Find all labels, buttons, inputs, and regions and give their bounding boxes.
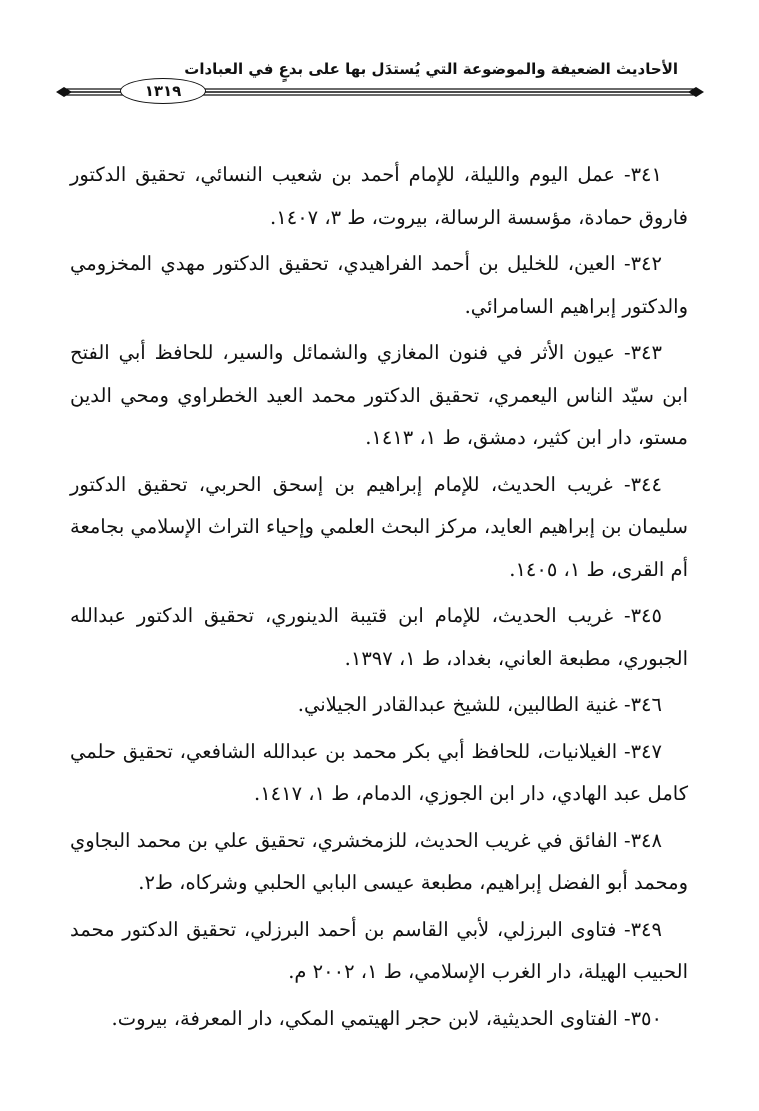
entry-number: ٣٤٩	[630, 917, 662, 941]
entry-number: ٣٤١	[630, 163, 662, 186]
list-item: ٣٤١- عمل اليوم والليلة، للإمام أحمد بن شعيب النسائي، تحقيق الدكتور فاروق حمادة، مؤسسة الرسالة، بيروت، ط ٣، ١٤٠٧.	[70, 163, 688, 229]
header-title: الأحاديث الضعيفة والموضوعة التي يُستدَل بها على بدعٍ في العبادات	[184, 60, 678, 78]
entry-text: الفائق في غريب الحديث، للزمخشري، تحقيق علي بن محمد البجاوي ومحمد أبو الفضل إبراهيم، مطبعة عيسى البابي الحلبي وشركاه، ط٢.	[70, 828, 688, 894]
list-item: ٣٤٢- العين، للخليل بن أحمد الفراهيدي، تحقيق الدكتور مهدي المخزومي والدكتور إبراهيم السامرائي.	[70, 252, 688, 318]
list-item: ٣٤٩- فتاوى البرزلي، لأبي القاسم بن أحمد البرزلي، تحقيق الدكتور محمد الحبيب الهيلة، دار الغرب الإسلامي، ط ١، ٢٠٠٢ م.	[70, 917, 688, 983]
entry-number: ٣٤٦	[630, 693, 662, 716]
list-item: ٣٤٣- عيون الأثر في فنون المغازي والشمائل والسير، للحافظ أبي الفتح ابن سيّد الناس اليعمري، تحقيق الدكتور محمد العيد الخطراوي ومحي الدين مستو، دار ابن كثير، دمشق، ط ١، ١٤١٣.	[70, 341, 688, 449]
entry-text: غريب الحديث، للإمام ابن قتيبة الدينوري، تحقيق الدكتور عبدالله الجبوري، مطبعة العاني، بغداد، ط ١، ١٣٩٧.	[70, 604, 688, 670]
entry-number: ٣٤٣	[630, 341, 662, 364]
page-number: ١٣١٩	[120, 78, 206, 104]
entry-text: الفتاوى الحديثية، لابن حجر الهيتمي المكي، دار المعرفة، بيروت.	[111, 1006, 618, 1030]
entry-text: غنية الطالبين، للشيخ عبدالقادر الجيلاني.	[297, 693, 618, 716]
entry-number: ٣٤٥	[630, 604, 662, 627]
list-item: ٣٤٥- غريب الحديث، للإمام ابن قتيبة الدينوري، تحقيق الدكتور عبدالله الجبوري، مطبعة العاني، بغداد، ط ١، ١٣٩٧.	[70, 604, 688, 670]
bibliography-list	[70, 154, 688, 1044]
entry-text: عيون الأثر في فنون المغازي والشمائل والسير، للحافظ أبي الفتح ابن سيّد الناس اليعمري، تحقيق الدكتور محمد العيد الخطراوي ومحي الدين مستو، دار ابن كثير، دمشق، ط ١، ١٤١٣.	[70, 341, 688, 449]
list-item: ٣٤٤- غريب الحديث، للإمام إبراهيم بن إسحق الحربي، تحقيق الدكتور سليمان بن إبراهيم العايد، مركز البحث العلمي وإحياء التراث الإسلامي بجامعة أم القرى، ط ١، ١٤٠٥.	[70, 472, 688, 581]
entry-text: الغيلانيات، للحافظ أبي بكر محمد بن عبدالله الشافعي، تحقيق حلمي كامل عبد الهادي، دار ابن الجوزي، الدمام، ط ١، ١٤١٧.	[70, 739, 688, 805]
entry-number: ٣٤٨	[630, 828, 662, 852]
list-item: ٣٤٦- غنية الطالبين، للشيخ عبدالقادر الجيلاني.	[297, 693, 662, 716]
entry-number: ٣٤٧	[630, 739, 662, 763]
entry-text: العين، للخليل بن أحمد الفراهيدي، تحقيق الدكتور مهدي المخزومي والدكتور إبراهيم السامرائي.	[70, 252, 688, 318]
entry-number: ٣٤٤	[630, 472, 662, 496]
list-item: ٣٤٧- الغيلانيات، للحافظ أبي بكر محمد بن عبدالله الشافعي، تحقيق حلمي كامل عبد الهادي، دار ابن الجوزي، الدمام، ط ١، ١٤١٧.	[70, 739, 688, 805]
entry-text: غريب الحديث، للإمام إبراهيم بن إسحق الحربي، تحقيق الدكتور سليمان بن إبراهيم العايد، مركز البحث العلمي وإحياء التراث الإسلامي بجامعة أم القرى، ط ١، ١٤٠٥.	[70, 472, 688, 581]
entry-text: عمل اليوم والليلة، للإمام أحمد بن شعيب النسائي، تحقيق الدكتور فاروق حمادة، مؤسسة الرسالة، بيروت، ط ٣، ١٤٠٧.	[70, 163, 688, 229]
list-item: ٣٥٠- الفتاوى الحديثية، لابن حجر الهيتمي المكي، دار المعرفة، بيروت.	[111, 1006, 662, 1030]
entry-text: فتاوى البرزلي، لأبي القاسم بن أحمد البرزلي، تحقيق الدكتور محمد الحبيب الهيلة، دار الغرب الإسلامي، ط ١، ٢٠٠٢ م.	[70, 917, 688, 983]
running-header	[56, 56, 704, 106]
entry-number: ٣٤٢	[630, 252, 662, 275]
list-item: ٣٤٨- الفائق في غريب الحديث، للزمخشري، تحقيق علي بن محمد البجاوي ومحمد أبو الفضل إبراهيم، مطبعة عيسى البابي الحلبي وشركاه، ط٢.	[70, 828, 688, 894]
entry-number: ٣٥٠	[630, 1006, 662, 1030]
